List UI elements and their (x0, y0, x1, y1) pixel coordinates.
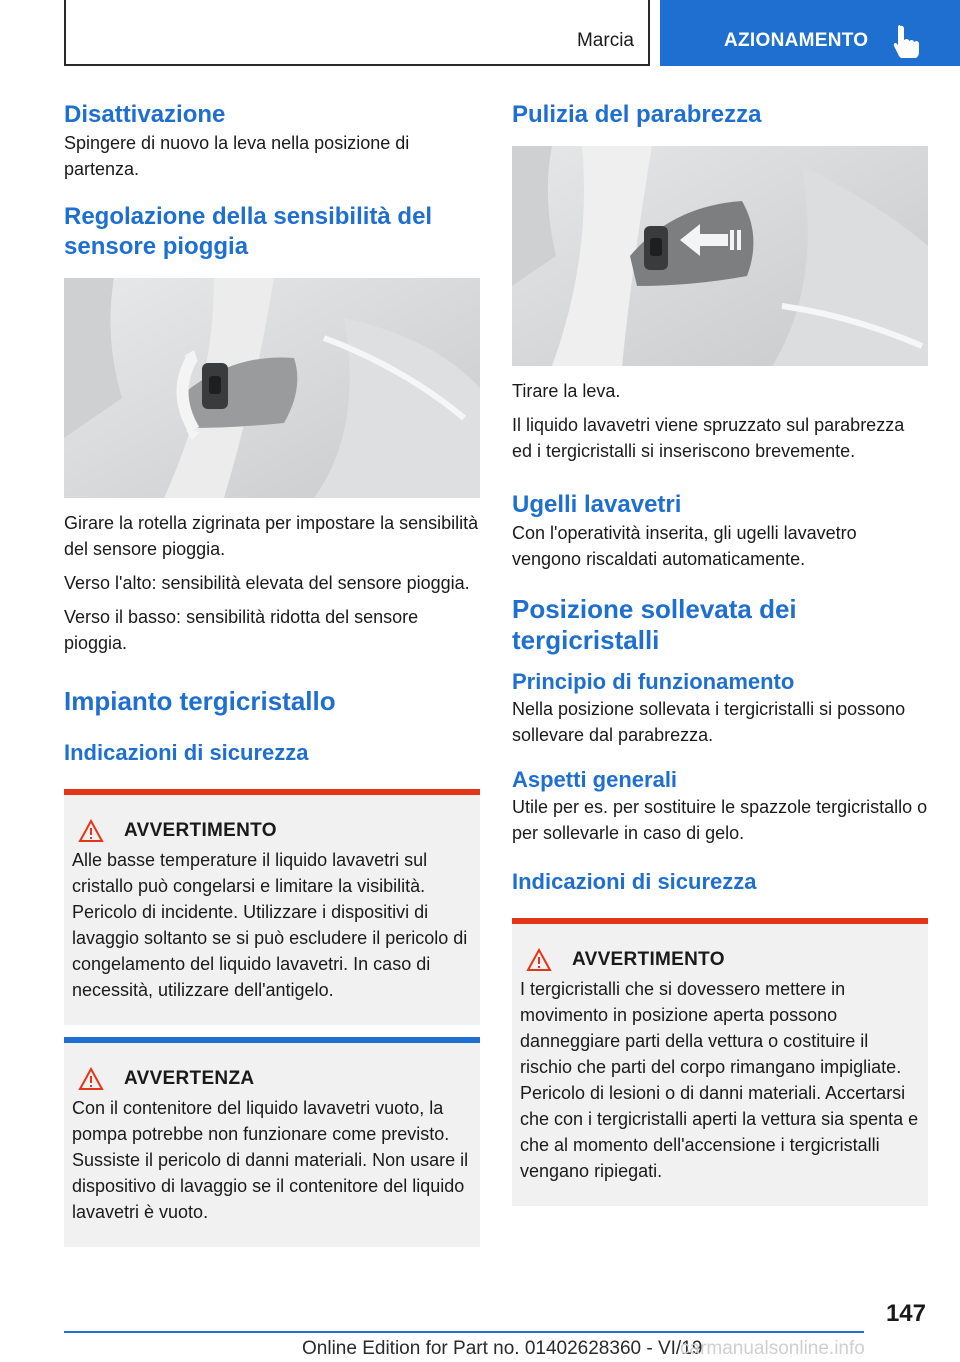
page-number: 147 (885, 1300, 926, 1327)
warning-triangle-icon (78, 819, 104, 843)
warning-box-raised-wipers (512, 918, 928, 1206)
wiper-system-heading: Impianto tergicristallo (64, 686, 336, 716)
rain-sensor-down: Verso il basso: sensibilità ridotta del sensore pioggia. (64, 607, 419, 653)
header-section-label: Marcia (576, 30, 634, 51)
footer-watermark: carmanualsonline.info (680, 1338, 865, 1359)
rain-sensor-instruction: Girare la rotella zigrinata per impostare la sensibilità del sensore pioggia. (64, 513, 479, 559)
rain-sensor-figure (64, 278, 480, 498)
rain-sensor-up: Verso l'alto: sensibilità elevata del sensore pioggia. (64, 573, 470, 593)
left-column (64, 100, 480, 1247)
safety-heading-left: Indicazioni di sicurezza (64, 740, 309, 765)
raised-position-heading: Posizione sollevata dei tergicristalli (512, 594, 797, 655)
caution-triangle-icon (78, 1067, 104, 1091)
right-column (512, 100, 928, 1206)
operating-principle-text: Nella posizione sollevata i tergicristalli si possono sollevare dal parabrezza. (512, 699, 906, 745)
safety-heading-right: Indicazioni di sicurezza (512, 869, 757, 894)
warning-text: I tergicristalli che si dovessero mettere in movimento in posizione aperta possono danneggiare parti della vettura o costituire il rischio che parti del corpo rimangano impigliate. Pericolo di lesioni o di danni materiali. Accertarsi che con i tergicristalli aperti la vettura sia spenta e che al momento dell'accensione i tergicristalli vengano ripiegati. (520, 979, 919, 1181)
header-section-box (64, 0, 650, 66)
footer-rule (64, 1331, 864, 1333)
rain-sensor-heading: Regolazione della sensibilità del sensore pioggia (64, 203, 433, 260)
windshield-cleaning-heading: Pulizia del parabrezza (512, 101, 762, 128)
general-heading: Aspetti generali (512, 767, 678, 792)
washer-nozzles-text: Con l'operatività inserita, gli ugelli lavavetro vengono riscaldati automaticamente. (512, 523, 857, 569)
warning-triangle-icon (526, 948, 552, 972)
pointing-hand-icon (892, 24, 924, 58)
warning-text: Alle basse temperature il liquido lavavetri sul cristallo può congelarsi e limitare la visibilità. Pericolo di incidente. Utilizzare i dispositivi di lavaggio soltanto se si può escludere il pericolo di congelamento del liquido lavavetri. In caso di necessità, utilizzare dell'antigelo. (72, 850, 468, 1000)
footer-edition: Online Edition for Part no. 01402628360 - VI/19 (302, 1338, 703, 1359)
header-chapter-tab (660, 0, 960, 66)
deactivation-heading: Disattivazione (64, 101, 226, 128)
cleaning-instruction: Tirare la leva. (512, 381, 621, 401)
warning-box-antifreeze (64, 789, 480, 1025)
caution-title: AVVERTENZA (124, 1068, 255, 1089)
general-text: Utile per es. per sostituire le spazzole tergicristallo o per sollevarle in caso di gelo. (512, 797, 928, 843)
warning-title: AVVERTIMENTO (124, 820, 277, 841)
caution-box-empty-reservoir (64, 1037, 480, 1247)
windshield-cleaning-figure (512, 146, 928, 366)
warning-title: AVVERTIMENTO (572, 949, 725, 970)
caution-text: Con il contenitore del liquido lavavetri vuoto, la pompa potrebbe non funzionare come previsto. Sussiste il pericolo di danni materiali. Non usare il dispositivo di lavaggio se il contenitore del liquido lavavetri è vuoto. (72, 1098, 469, 1222)
operating-principle-heading: Principio di funzionamento (512, 669, 795, 694)
deactivation-text: Spingere di nuovo la leva nella posizione di partenza. (64, 133, 410, 179)
cleaning-description: Il liquido lavavetri viene spruzzato sul parabrezza ed i tergicristalli si inseriscono brevemente. (512, 415, 905, 461)
header-chapter-label: AZIONAMENTO (724, 30, 869, 51)
washer-nozzles-heading: Ugelli lavavetri (512, 491, 682, 518)
